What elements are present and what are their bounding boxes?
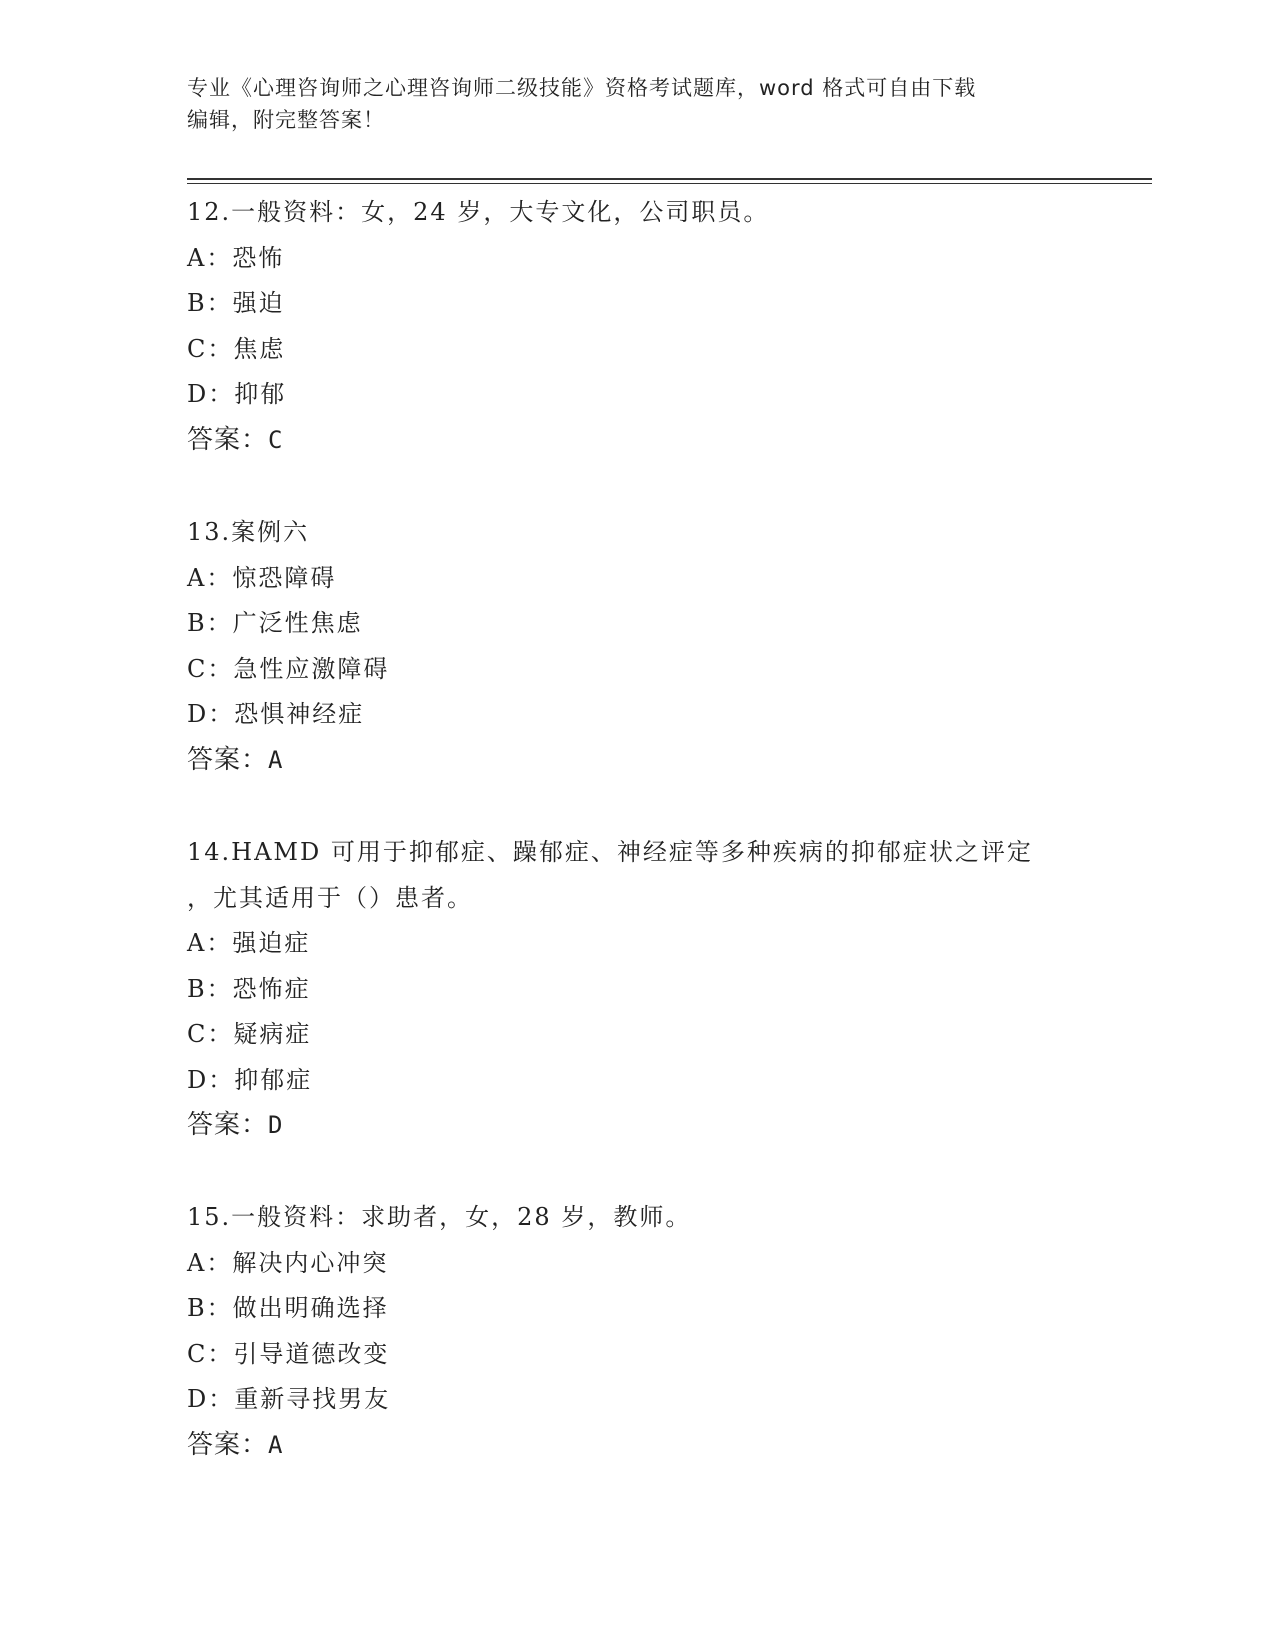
question-stem-line-1: 14.HAMD 可用于抑郁症、躁郁症、神经症等多种疾病的抑郁症状之评定 — [187, 838, 1033, 866]
option-b: B：做出明确选择 — [187, 1294, 389, 1322]
question-12 — [187, 190, 1087, 463]
answer-label: 答案： — [187, 424, 269, 455]
option-a: A：解决内心冲突 — [187, 1248, 389, 1277]
option-c: C：焦虑 — [187, 334, 286, 363]
header-line-1: 专业《心理咨询师之心理咨询师二级技能》资格考试题库，word 格式可自由下载 — [187, 76, 977, 100]
option-c: C：急性应激障碍 — [187, 654, 390, 683]
answer-label: 答案： — [187, 1429, 269, 1460]
header-line-2: 编辑，附完整答案！ — [187, 108, 385, 132]
question-stem: 15.一般资料：求助者，女，28 岁，教师。 — [187, 1203, 692, 1231]
option-a: A：强迫症 — [187, 929, 311, 957]
answer-line — [187, 738, 1087, 784]
answer-label: 答案： — [187, 1110, 269, 1140]
header-divider-thin — [187, 183, 1152, 184]
option-d: D：恐惧神经症 — [187, 700, 365, 728]
option-d: D：抑郁症 — [187, 1065, 313, 1094]
document-header — [187, 72, 1067, 136]
option-a: A：恐怖 — [187, 243, 285, 272]
question-stem-line-2: ，尤其适用于（）患者。 — [187, 883, 473, 912]
question-13 — [187, 510, 1087, 783]
option-b: B：恐怖症 — [187, 974, 311, 1003]
answer-value: A — [268, 1430, 284, 1459]
answer-value: A — [268, 745, 284, 774]
answer-line — [187, 418, 1087, 464]
option-d: D：重新寻找男友 — [187, 1385, 391, 1413]
option-b: B：广泛性焦虑 — [187, 609, 363, 637]
answer-value: D — [268, 1111, 284, 1139]
option-d: D：抑郁 — [187, 380, 287, 408]
answer-label: 答案： — [187, 744, 269, 775]
option-a: A：惊恐障碍 — [187, 563, 337, 592]
answer-line — [187, 1423, 1087, 1469]
option-c: C：引导道德改变 — [187, 1339, 390, 1368]
option-b: B：强迫 — [187, 289, 285, 317]
answer-line — [187, 1103, 1087, 1149]
option-c: C：疑病症 — [187, 1020, 312, 1048]
question-14 — [187, 830, 1087, 1149]
question-stem: 12.一般资料：女，24 岁，大专文化，公司职员。 — [187, 198, 770, 226]
question-stem: 13.案例六 — [187, 518, 310, 546]
answer-value: C — [268, 425, 284, 454]
question-15 — [187, 1195, 1087, 1468]
header-divider-thick — [187, 178, 1152, 180]
